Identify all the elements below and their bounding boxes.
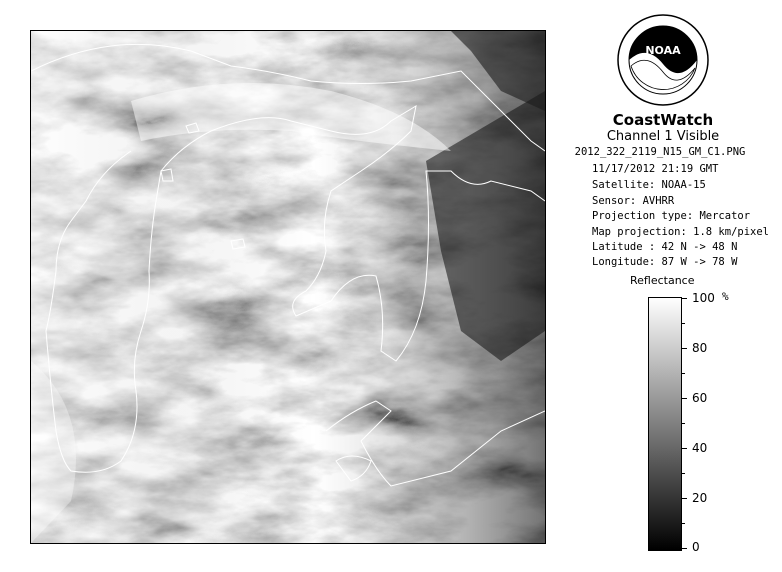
colorbar-label: Reflectance [630, 274, 695, 287]
colorbar-tick [681, 323, 685, 324]
reflectance-colorbar [648, 297, 682, 551]
colorbar-tick [681, 548, 687, 549]
colorbar-tick-label: 0 [692, 540, 700, 554]
colorbar-tick-label: 100 [692, 291, 715, 305]
colorbar-tick [681, 448, 687, 449]
colorbar-tick [681, 523, 685, 524]
colorbar-tick-label: 60 [692, 391, 708, 405]
longitude-text: Longitude: 87 W -> 78 W [592, 256, 738, 268]
colorbar-tick-label: 20 [692, 491, 708, 505]
colorbar-unit: % [722, 290, 729, 303]
colorbar-tick [681, 298, 687, 299]
colorbar-tick [681, 423, 685, 424]
satellite-image-map [30, 30, 546, 544]
colorbar-tick-label: 40 [692, 441, 708, 455]
colorbar-tick [681, 398, 687, 399]
colorbar-tick [681, 348, 687, 349]
colorbar-tick [681, 373, 685, 374]
datetime-text: 11/17/2012 21:19 GMT [592, 163, 719, 175]
logo-text: NOAA [645, 44, 681, 57]
colorbar-tick [681, 498, 687, 499]
colorbar-tick-label: 80 [692, 341, 708, 355]
filename-text: 2012_322_2119_N15_GM_C1.PNG [574, 146, 746, 158]
map-projection-text: Map projection: 1.8 km/pixel [592, 226, 770, 238]
map-svg [31, 31, 545, 543]
noaa-logo [617, 14, 709, 106]
sensor-text: Sensor: AVHRR [592, 195, 675, 207]
channel-subtitle: Channel 1 Visible [606, 129, 720, 144]
projection-type-text: Projection type: Mercator [592, 210, 751, 222]
product-title: CoastWatch [612, 111, 714, 129]
satellite-text: Satellite: NOAA-15 [592, 179, 706, 191]
latitude-text: Latitude : 42 N -> 48 N [592, 241, 738, 253]
colorbar-tick [681, 473, 685, 474]
